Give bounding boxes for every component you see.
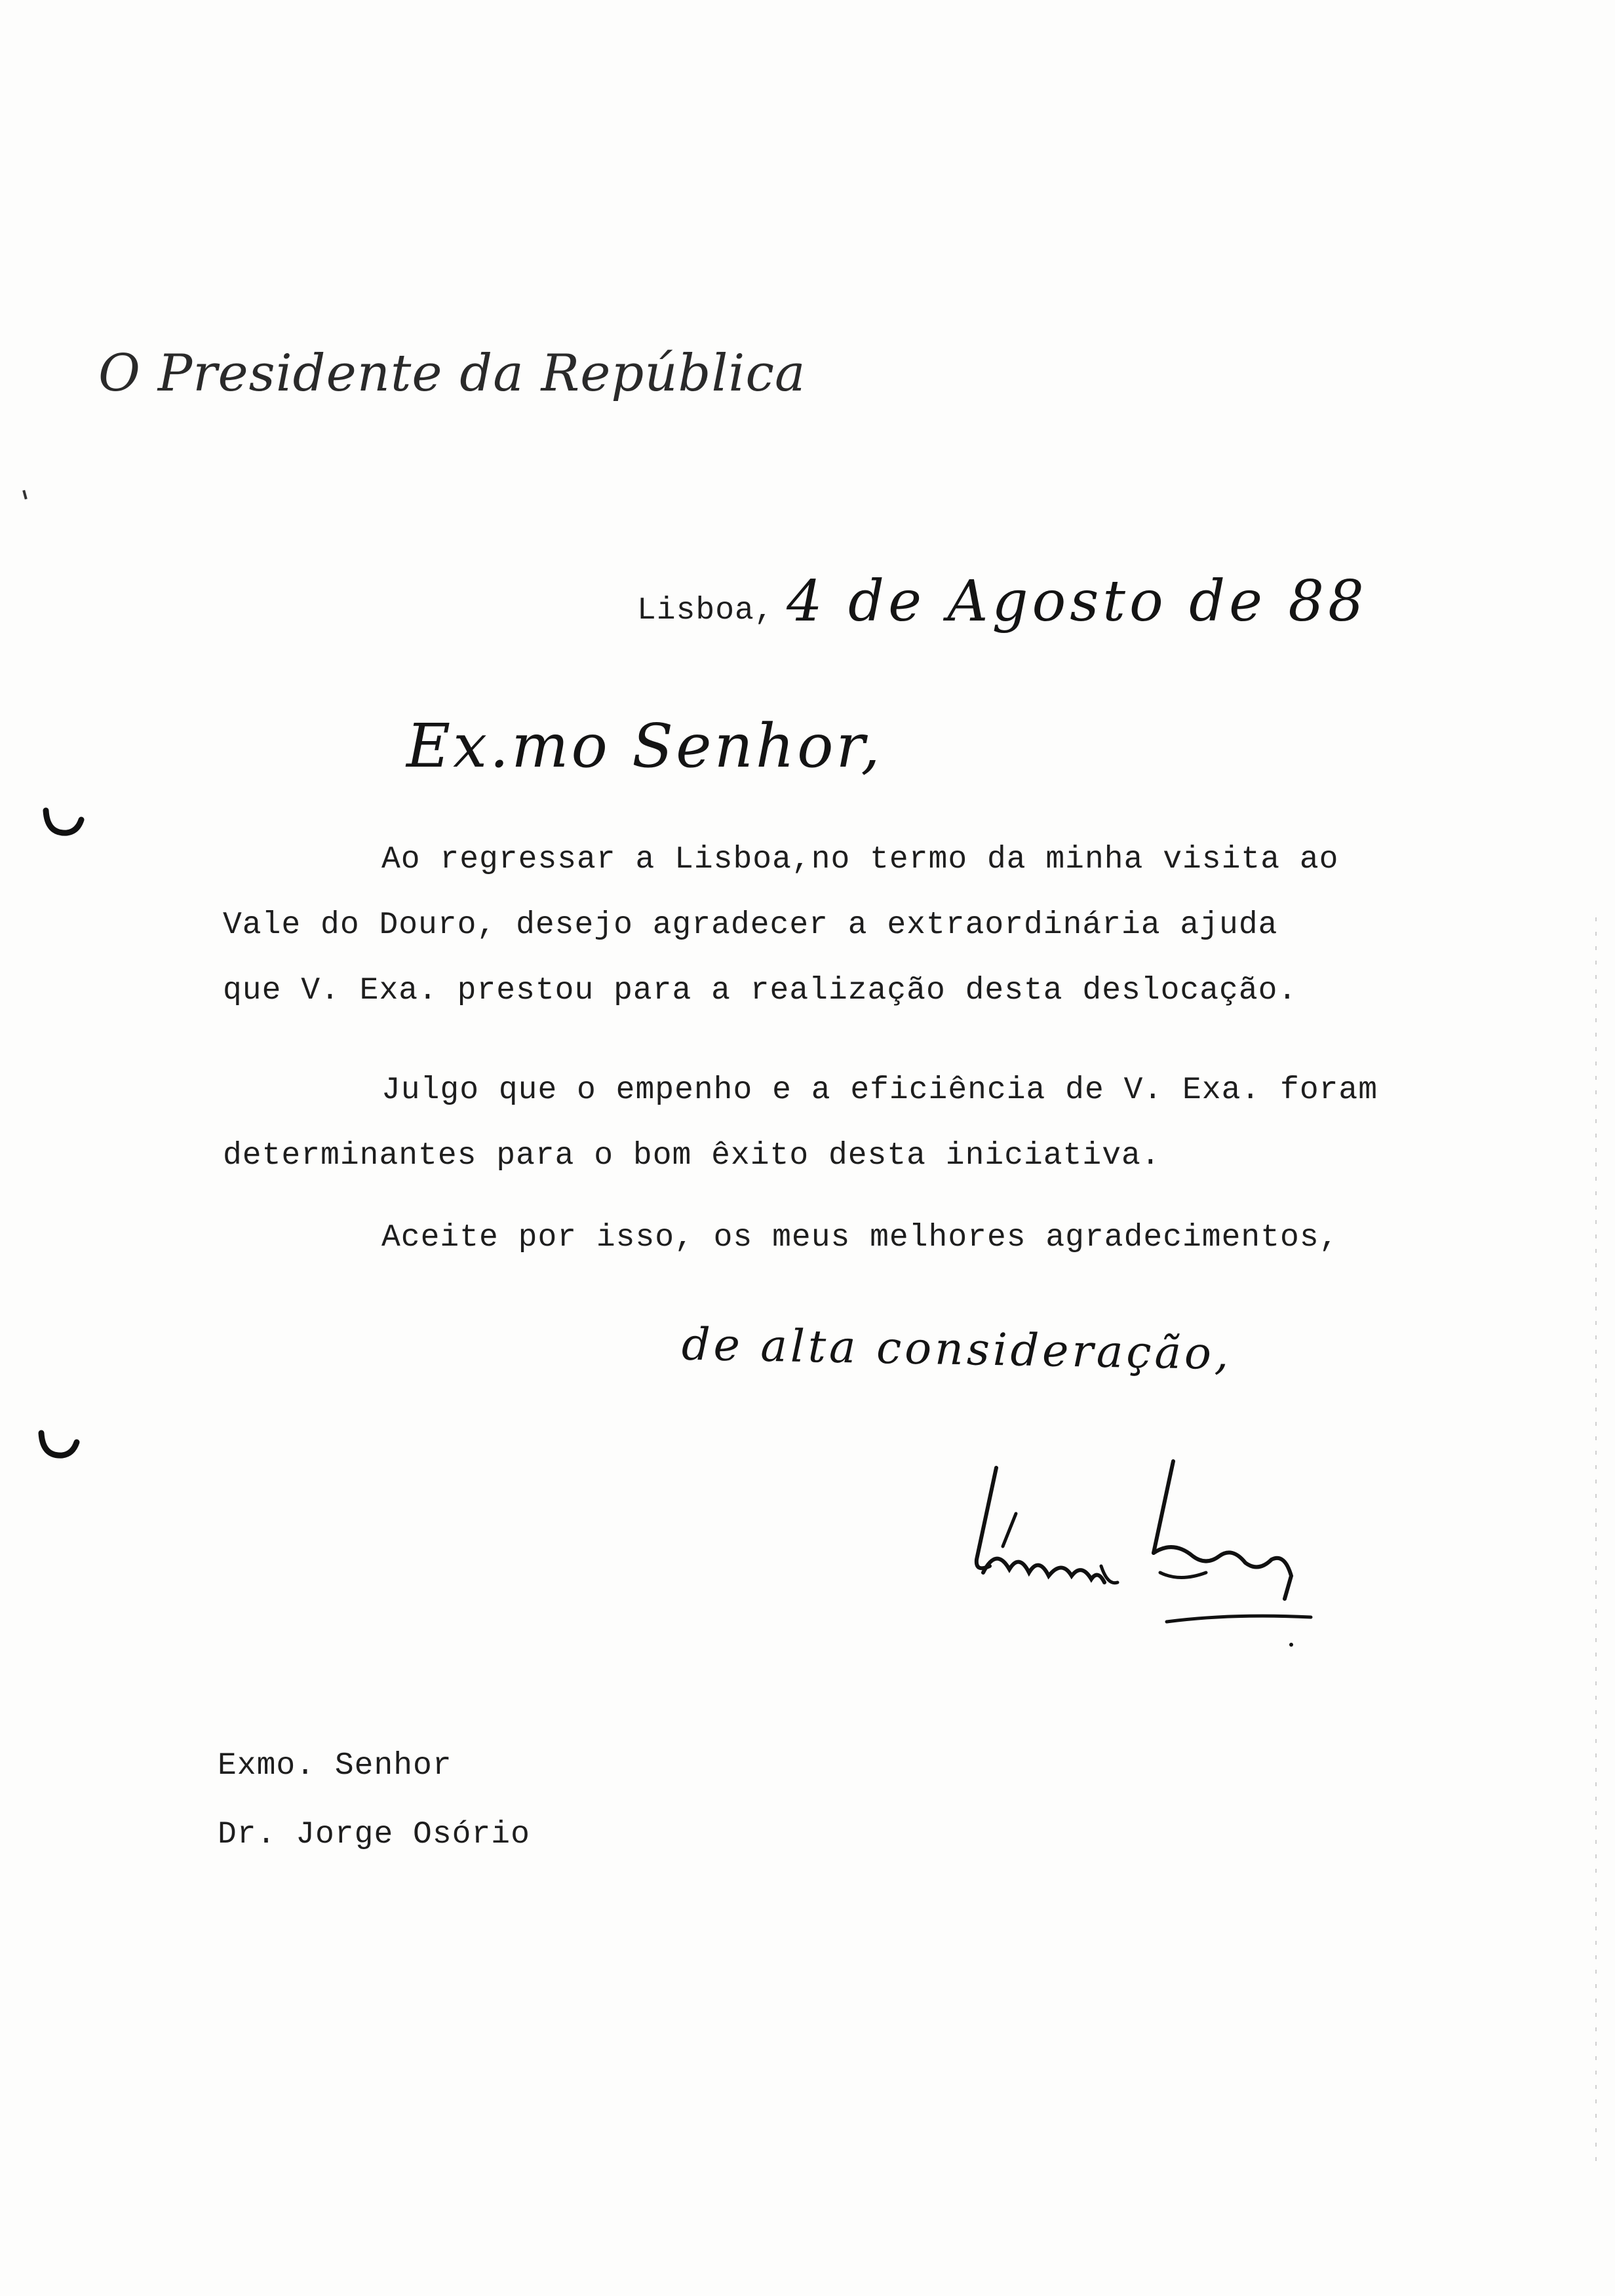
body-line: Julgo que o empenho e a eficiência de V. Exa. foram bbox=[381, 1073, 1378, 1108]
handwritten-salutation: Ex.mo Senhor, bbox=[406, 711, 883, 781]
letterhead-title: O Presidente da República bbox=[98, 344, 806, 403]
addressee-title: Exmo. Senhor bbox=[218, 1748, 452, 1784]
addressee-name: Dr. Jorge Osório bbox=[218, 1817, 530, 1852]
scan-edge-line bbox=[1595, 917, 1597, 2162]
handwritten-closing: de alta consideração, bbox=[681, 1318, 1233, 1381]
body-line: determinantes para o bom êxito desta iniciativa. bbox=[223, 1138, 1161, 1174]
signature-image bbox=[957, 1442, 1324, 1664]
body-line: que V. Exa. prestou para a realização desta deslocação. bbox=[223, 973, 1298, 1008]
handwritten-date: 4 de Agosto de 88 bbox=[787, 569, 1368, 634]
hole-punch-mark-icon bbox=[41, 796, 87, 842]
hole-punch-mark-icon bbox=[36, 1419, 82, 1464]
body-line: Vale do Douro, desejo agradecer a extraordinária ajuda bbox=[223, 908, 1278, 943]
body-line: Ao regressar a Lisboa,no termo da minha visita ao bbox=[381, 842, 1339, 877]
body-line: Aceite por isso, os meus melhores agradecimentos, bbox=[381, 1220, 1339, 1255]
margin-tick bbox=[22, 490, 27, 500]
place-label: Lisboa, bbox=[637, 593, 774, 628]
